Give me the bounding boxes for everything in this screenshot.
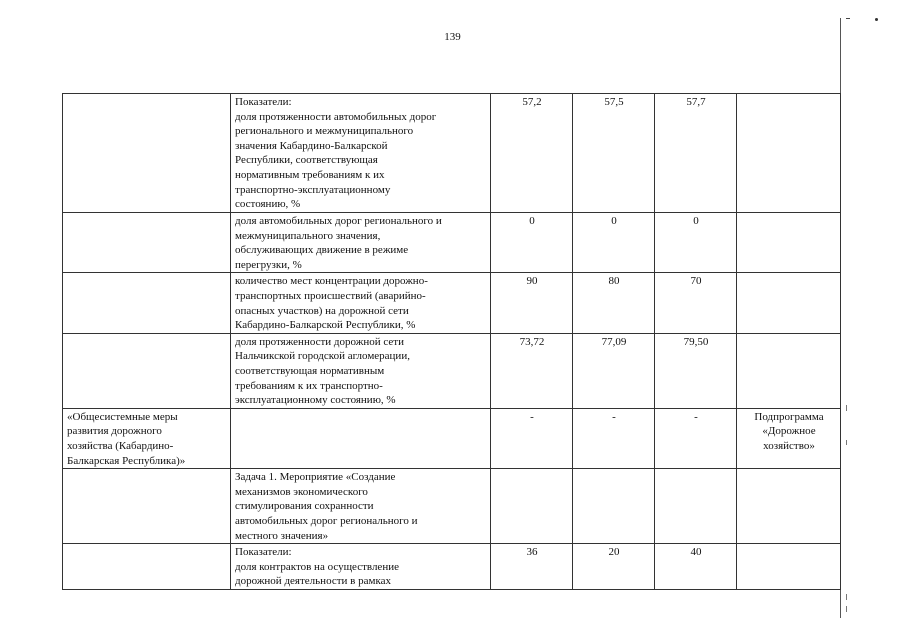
value-cell-year-1: 57,2 [491, 94, 573, 213]
table-row [63, 94, 841, 213]
indicator-description-cell: Задача 1. Мероприятие «Создание механизмов экономического стимулирования сохранности автомобильных дорог регионального и местного значения» [231, 469, 491, 544]
value-cell-year-3: 70 [655, 273, 737, 333]
indicator-description-cell: Показатели: доля протяженности автомобильных дорог регионального и межмуниципального значения Кабардино-Балкарской Республики, соответствующая нормативным требованиям к их транспортно-эксплуатационному состоянию, % [231, 94, 491, 213]
value-cell-year-2: 0 [573, 213, 655, 273]
value-cell-year-2: - [573, 408, 655, 468]
table-row [63, 469, 841, 544]
measure-name-cell [63, 94, 231, 213]
measure-name-cell: «Общесистемные меры развития дорожного хозяйства (Кабардино- Балкарская Республика)» [63, 408, 231, 468]
value-cell-year-2: 77,09 [573, 333, 655, 408]
measure-name-cell [63, 333, 231, 408]
value-cell-year-3: 57,7 [655, 94, 737, 213]
value-cell-year-3: 0 [655, 213, 737, 273]
program-indicators-table [62, 93, 841, 590]
indicator-description-cell [231, 408, 491, 468]
value-cell-year-3: 40 [655, 544, 737, 590]
subprogram-cell [737, 273, 841, 333]
value-cell-year-3: - [655, 408, 737, 468]
subprogram-cell: Подпрограмма «Дорожное хозяйство» [737, 408, 841, 468]
value-cell-year-2: 80 [573, 273, 655, 333]
value-cell-year-2 [573, 469, 655, 544]
measure-name-cell [63, 469, 231, 544]
scan-tick [846, 606, 847, 612]
subprogram-cell [737, 213, 841, 273]
indicator-description-cell: количество мест концентрации дорожно- транспортных происшествий (аварийно- опасных участков) на дорожной сети Кабардино-Балкарской Республики, % [231, 273, 491, 333]
value-cell-year-2: 57,5 [573, 94, 655, 213]
indicator-description-cell: Показатели: доля контрактов на осуществление дорожной деятельности в рамках [231, 544, 491, 590]
indicator-description-cell: доля протяженности дорожной сети Нальчикской городской агломерации, соответствующая нормативным требованиям к их транспортно- эксплуатационному состоянию, % [231, 333, 491, 408]
measure-name-cell [63, 544, 231, 590]
page-number: 139 [444, 31, 461, 43]
value-cell-year-1: 36 [491, 544, 573, 590]
value-cell-year-1: - [491, 408, 573, 468]
measure-name-cell [63, 213, 231, 273]
subprogram-cell [737, 94, 841, 213]
table-row [63, 333, 841, 408]
value-cell-year-2: 20 [573, 544, 655, 590]
subprogram-cell [737, 469, 841, 544]
scan-dot [875, 18, 878, 21]
scan-mark [846, 18, 850, 19]
value-cell-year-1: 0 [491, 213, 573, 273]
table-row [63, 273, 841, 333]
indicator-description-cell: доля автомобильных дорог регионального и межмуниципального значения, обслуживающих движение в режиме перегрузки, % [231, 213, 491, 273]
value-cell-year-1 [491, 469, 573, 544]
value-cell-year-3 [655, 469, 737, 544]
table-row [63, 544, 841, 590]
value-cell-year-1: 73,72 [491, 333, 573, 408]
scan-tick [846, 594, 847, 600]
table-row [63, 213, 841, 273]
value-cell-year-3: 79,50 [655, 333, 737, 408]
scan-tick [846, 440, 847, 445]
subprogram-cell [737, 333, 841, 408]
value-cell-year-1: 90 [491, 273, 573, 333]
subprogram-cell [737, 544, 841, 590]
measure-name-cell [63, 273, 231, 333]
scan-tick [846, 405, 847, 411]
table-row [63, 408, 841, 468]
